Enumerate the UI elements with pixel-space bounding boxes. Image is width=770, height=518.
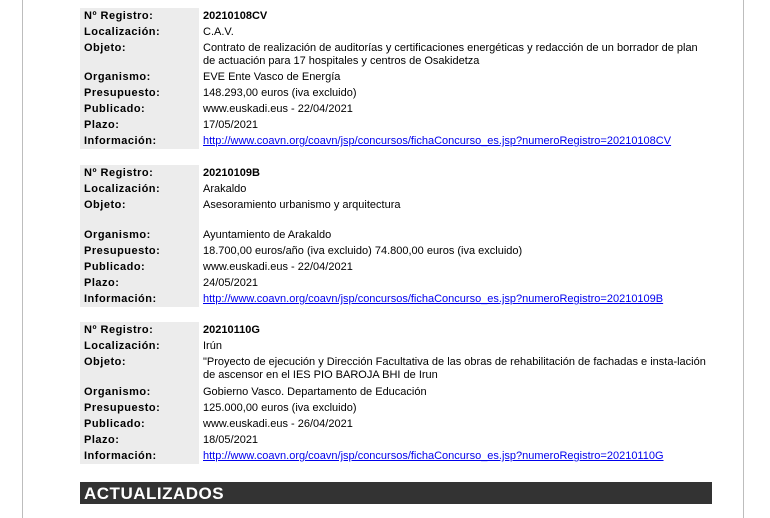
registro-row (80, 322, 712, 338)
plazo-value: 17/05/2021 (203, 119, 259, 131)
objeto-value: "Proyecto de ejecución y Dirección Facultativa de las obras de rehabilitación de fachadas e insta-lación de ascensor en el IES PIO BAROJA BHI de Irun (203, 356, 706, 381)
tender-entry-2 (80, 165, 712, 307)
objeto-value: Contrato de realización de auditorías y certificaciones energéticas y redacción de un borrador de plan de actuación para 17 hospitales y centros de Osakidetza (203, 42, 698, 67)
plazo-value: 24/05/2021 (203, 277, 259, 289)
localizacion-row (80, 24, 712, 40)
presupuesto-label: Presupuesto: (80, 400, 199, 416)
presupuesto-row (80, 243, 712, 259)
registro-label: Nº Registro: (80, 8, 199, 24)
publicado-row (80, 101, 712, 117)
presupuesto-value: 125.000,00 euros (iva excluido) (203, 402, 357, 414)
informacion-label: Información: (80, 133, 199, 149)
localizacion-row (80, 181, 712, 197)
publicado-label: Publicado: (80, 259, 199, 275)
informacion-label: Información: (80, 448, 199, 464)
localizacion-row (80, 338, 712, 354)
localizacion-value: Arakaldo (203, 183, 247, 195)
informacion-row (80, 291, 712, 307)
plazo-row (80, 432, 712, 448)
organismo-row (80, 227, 712, 243)
objeto-value: Asesoramiento urbanismo y arquitectura (203, 199, 401, 211)
organismo-row (80, 69, 712, 85)
organismo-label: Organismo: (80, 227, 199, 243)
registro-value: 20210110G (203, 324, 260, 336)
objeto-row (80, 354, 712, 384)
localizacion-value: Irún (203, 340, 222, 352)
publicado-label: Publicado: (80, 416, 199, 432)
localizacion-label: Localización: (80, 24, 199, 40)
organismo-row (80, 384, 712, 400)
plazo-value: 18/05/2021 (203, 434, 259, 446)
organismo-value: EVE Ente Vasco de Energía (203, 71, 341, 83)
publicado-value: www.euskadi.eus - 22/04/2021 (203, 103, 353, 115)
plazo-label: Plazo: (80, 117, 199, 133)
objeto-label: Objeto: (80, 40, 199, 69)
presupuesto-value: 18.700,00 euros/año (iva excluido) 74.800,00 euros (iva excluido) (203, 245, 523, 257)
publicado-value: www.euskadi.eus - 22/04/2021 (203, 261, 353, 273)
presupuesto-row (80, 400, 712, 416)
plazo-label: Plazo: (80, 275, 199, 291)
registro-value: 20210109B (203, 167, 260, 179)
publicado-label: Publicado: (80, 101, 199, 117)
plazo-row (80, 117, 712, 133)
publicado-value: www.euskadi.eus - 26/04/2021 (203, 418, 353, 430)
plazo-label: Plazo: (80, 432, 199, 448)
organismo-value: Ayuntamiento de Arakaldo (203, 229, 332, 241)
registro-row (80, 8, 712, 24)
organismo-label: Organismo: (80, 69, 199, 85)
registro-label: Nº Registro: (80, 322, 199, 338)
informacion-row (80, 448, 712, 464)
section-banner-title: ACTUALIZADOS (84, 484, 225, 503)
publicado-row (80, 416, 712, 432)
organismo-value: Gobierno Vasco. Departamento de Educación (203, 386, 427, 398)
registro-label: Nº Registro: (80, 165, 199, 181)
localizacion-label: Localización: (80, 338, 199, 354)
objeto-label: Objeto: (80, 197, 199, 227)
localizacion-label: Localización: (80, 181, 199, 197)
tender-entry-3 (80, 322, 712, 464)
objeto-label: Objeto: (80, 354, 199, 384)
informacion-label: Información: (80, 291, 199, 307)
plazo-row (80, 275, 712, 291)
informacion-link[interactable]: http://www.coavn.org/coavn/jsp/concursos/fichaConcurso_es.jsp?numeroRegistro=20210108CV (203, 135, 672, 147)
objeto-row (80, 197, 712, 227)
localizacion-value: C.A.V. (203, 26, 234, 38)
presupuesto-label: Presupuesto: (80, 243, 199, 259)
publicado-row (80, 259, 712, 275)
presupuesto-value: 148.293,00 euros (iva excluido) (203, 87, 357, 99)
presupuesto-label: Presupuesto: (80, 85, 199, 101)
objeto-row (80, 40, 712, 69)
informacion-link[interactable]: http://www.coavn.org/coavn/jsp/concursos/fichaConcurso_es.jsp?numeroRegistro=20210110G (203, 450, 664, 462)
tender-entry-1 (80, 8, 712, 149)
informacion-row (80, 133, 712, 149)
presupuesto-row (80, 85, 712, 101)
informacion-link[interactable]: http://www.coavn.org/coavn/jsp/concursos/fichaConcurso_es.jsp?numeroRegistro=20210109B (203, 293, 664, 305)
section-banner (80, 482, 712, 504)
organismo-label: Organismo: (80, 384, 199, 400)
registro-row (80, 165, 712, 181)
registro-value: 20210108CV (203, 10, 268, 22)
